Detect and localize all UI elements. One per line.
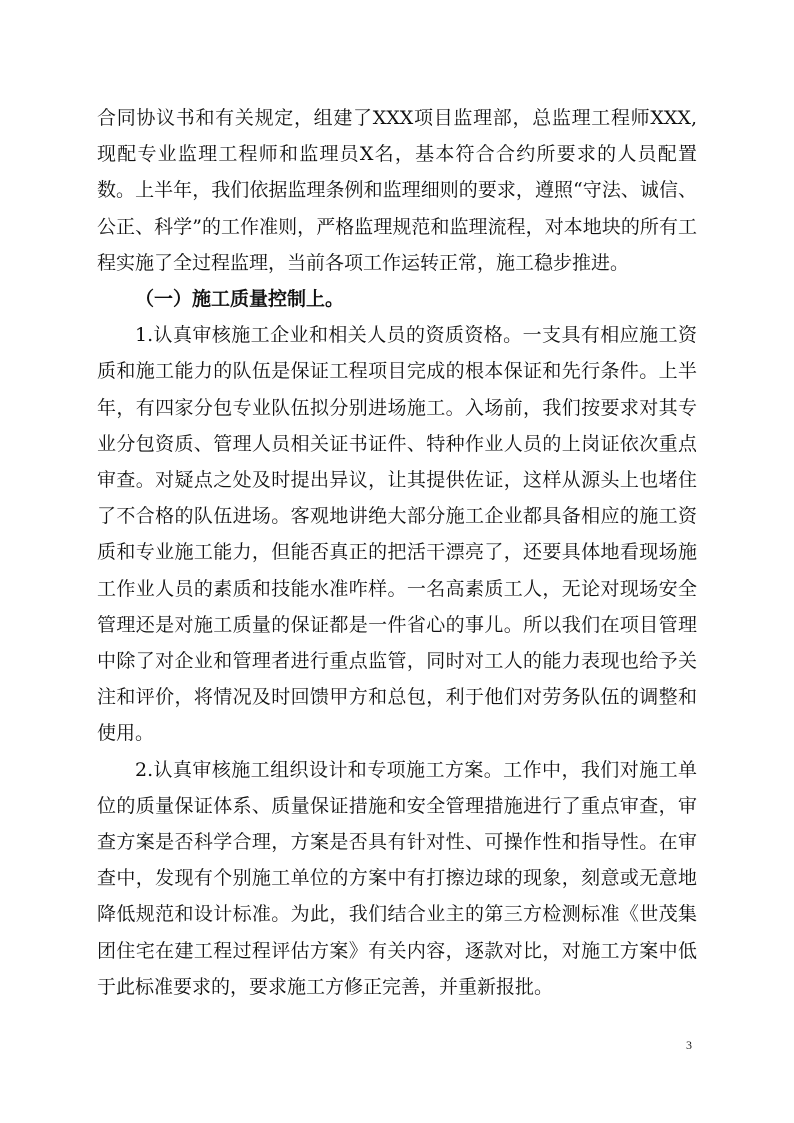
paragraph-item-2: 2.认真审核施工组织设计和专项施工方案。工作中，我们对施工单位的质量保证体系、质量保证措施和安全管理措施进行了重点审查，审查方案是否科学合理，方案是否具有针对性、可操作性和指导性。在审查中，发现有个别施工单位的方案中有打擦边球的现象，刻意或无意地降低规范和设计标准。为此，我们结合业主的第三方检测标准《世茂集团住宅在建工程过程评估方案》有关内容，逐款对比，对施工方案中低于此标准要求的，要求施工方修正完善，并重新报批。 <box>97 758 697 998</box>
page-number: 3 <box>686 1038 692 1052</box>
document-body <box>97 100 697 1005</box>
section-heading: （一）施工质量控制上。 <box>135 288 345 311</box>
paragraph-continuation: 合同协议书和有关规定，组建了XXX项目监理部，总监理工程师XXX,现配专业监理工程师和监理员X名，基本符合合约所要求的人员配置数。上半年，我们依据监理条例和监理细则的要求，遵照“守法、诚信、公正、科学”的工作准则，严格监理规范和监理流程，对本地块的所有工程实施了全过程监理，当前各项工作运转正常，施工稳步推进。 <box>97 107 697 274</box>
paragraph-item-1: 1.认真审核施工企业和相关人员的资质资格。一支具有相应施工资质和施工能力的队伍是保证工程项目完成的根本保证和先行条件。上半年，有四家分包专业队伍拟分别进场施工。入场前，我们按要求对其专业分包资质、管理人员相关证书证件、特种作业人员的上岗证依次重点审查。对疑点之处及时提出异议，让其提供佐证，这样从源头上也堵住了不合格的队伍进场。客观地讲绝大部分施工企业都具备相应的施工资质和专业施工能力，但能否真正的把活干漂亮了，还要具体地看现场施工作业人员的素质和技能水准咋样。一名高素质工人，无论对现场安全管理还是对施工质量的保证都是一件省心的事儿。所以我们在项目管理中除了对企业和管理者进行重点监管，同时对工人的能力表现也给予关注和评价，将情况及时回馈甲方和总包，利于他们对劳务队伍的调整和使用。 <box>97 324 697 745</box>
